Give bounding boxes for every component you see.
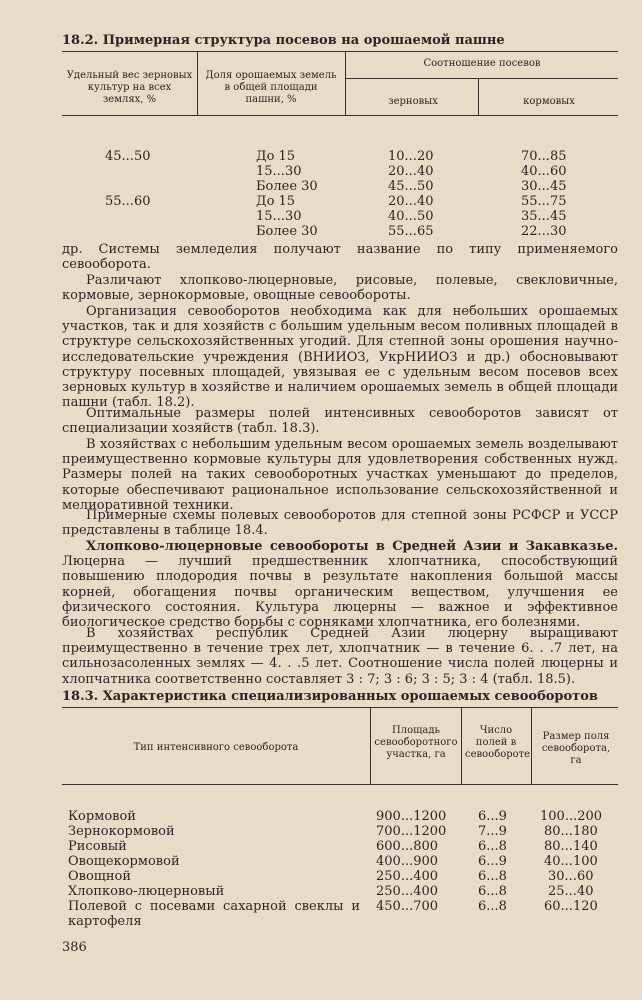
table2-header-area: Площадь севооборотного участка, га [374,725,458,760]
paragraph-rest: Люцерна — лучший предшественник хлопчатника, способствующий повышению плодородия почвы в результате накопления большой массы корней, обогащения почвы органическим веществом, улучшения ее физического состояния. Культура люцерны — важное и эффективное биологическое средство борьбы с сорняками хлопчатника, его болезнями. [62,554,618,631]
table2-header-field-size: Размер поля севооборота, га [541,731,611,766]
table2-cell: 900...1200 [376,809,447,824]
table1-header-grain: зерновых [388,96,438,107]
table2-cell: 6...8 [478,869,507,884]
table2-cell: Хлопково-люцерновый [68,884,225,899]
table2-cell: 6...9 [478,809,507,824]
table2-cell: 400...900 [376,854,439,869]
table1-header-grain-share: Удельный вес зерновых культур на всех землях, % [66,70,193,105]
paragraph: В хозяйствах республик Средней Азии люцерну выращивают преимущественно в течение трех лет, хлопчатник — в течение 6. . .7 лет, на сильнозасоленных землях — 4. . .5 лет. Соотношение числа полей люцерны и хлопчатника соответственно составляет 3 : 7; 3 : 6; 3 : 5; 3 : 4 (табл. 18.5). [62,626,618,687]
table1-cell: 40...50 [388,209,434,224]
table1-cell: 15...30 [256,209,302,224]
table1-cell: 55...60 [105,194,151,209]
table2-cell: Рисовый [68,839,127,854]
table2-cell: 6...9 [478,854,507,869]
table1-cell: До 15 [256,194,296,209]
table1-header-irrigated-share: Доля орошаемых земель в общей площади пашни, % [205,70,337,105]
table1-cell: 55...75 [521,194,567,209]
paragraph: Различают хлопково-люцерновые, рисовые, полевые, свекловичные, кормовые, зернокормовые, овощные севообороты. [62,273,618,304]
table-18-3-caption: 18.3. Характеристика специализированных орошаемых севооборотов [62,689,598,704]
table2-cell: 100...200 [540,809,603,824]
table2-cell: 600...800 [376,839,439,854]
table-rule [62,707,618,708]
page-number: 386 [62,940,87,955]
table2-cell: Зернокормовой [68,824,175,839]
table2-cell: Кормовой [68,809,136,824]
table1-cell: 15...30 [256,164,302,179]
table2-cell: 250...400 [376,869,439,884]
paragraph: др. Системы земледелия получают название по типу применяемого севооборота. [62,242,618,273]
table-18-2-caption: 18.2. Примерная структура посевов на орошаемой пашне [62,33,505,48]
table1-cell: 45...50 [388,179,434,194]
paragraph: Примерные схемы полевых севооборотов для степной зоны РСФСР и УССР представлены в таблице 18.4. [62,508,618,539]
table1-cell: 45...50 [105,149,151,164]
table2-cell: 700...1200 [376,824,447,839]
table1-cell: 30...45 [521,179,567,194]
paragraph [62,539,618,630]
table1-cell: 10...20 [388,149,434,164]
table2-cell: 450...700 [376,899,439,914]
table-rule [345,78,618,79]
paragraph: В хозяйствах с небольшим удельным весом орошаемых земель возделывают преимущественно кормовые культуры для удовлетворения собственных нужд. Размеры полей на таких севооборотных участках уменьшают до пределов, которые обеспечивают рациональное использование сельскохозяйственной и мелиоративной техники. [62,437,618,513]
column-divider [478,78,479,115]
table1-cell: 55...65 [388,224,434,239]
table1-header-forage: кормовых [523,96,575,107]
table2-cell: 7...9 [478,824,507,839]
column-divider [531,707,532,784]
table2-cell: 6...8 [478,899,507,914]
table1-cell: 70...85 [521,149,567,164]
column-divider [461,707,462,784]
table1-header-ratio: Соотношение посевов [423,58,541,69]
table2-cell: Овощекормовой [68,854,180,869]
table1-cell: 22...30 [521,224,567,239]
table1-cell: 40...60 [521,164,567,179]
table-rule [62,51,618,52]
table2-cell: 6...8 [478,839,507,854]
table2-cell: 60...120 [544,899,598,914]
table1-cell: До 15 [256,149,296,164]
table2-cell: 250...400 [376,884,439,899]
table1-cell: Более 30 [256,224,318,239]
paragraph-lead: Хлопково-люцерновые севообороты в Средней Азии и Закавказье. [86,539,618,554]
table1-cell: 20...40 [388,194,434,209]
table2-cell: 40...100 [544,854,598,869]
table-rule [62,784,618,785]
table2-cell: 25...40 [548,884,594,899]
table1-cell: Более 30 [256,179,318,194]
table2-header-type: Тип интенсивного севооборота [133,742,299,753]
paragraph: Организация севооборотов необходима как для небольших орошаемых участков, так и для хозяйств с большим удельным весом поливных площадей в структуре сельскохозяйственных угодий. Для степной зоны орошения научно-исследовательские учреждения (ВНИИОЗ, УкрНИИОЗ и др.) обосновывают структуру посевных площадей, увязывая ее с удельным весом посевов всех зерновых культур в хозяйстве и наличием орошаемых земель в общей площади пашни (табл. 18.2). [62,304,618,411]
table2-header-fields: Число полей в севообороте [465,725,531,760]
table-rule [62,115,618,116]
column-divider [197,51,198,115]
table2-cell: 80...140 [544,839,598,854]
table1-cell: 20...40 [388,164,434,179]
column-divider [345,51,346,115]
table2-cell: Овощной [68,869,132,884]
table1-cell: 35...45 [521,209,567,224]
paragraph: Оптимальные размеры полей интенсивных севооборотов зависят от специализации хозяйств (табл. 18.3). [62,406,618,437]
table2-cell: 6...8 [478,884,507,899]
table2-cell: 30...60 [548,869,594,884]
column-divider [370,707,371,784]
table2-cell: 80...180 [544,824,598,839]
table2-cell: Полевой с посевами сахарной свеклы и картофеля [68,899,360,929]
